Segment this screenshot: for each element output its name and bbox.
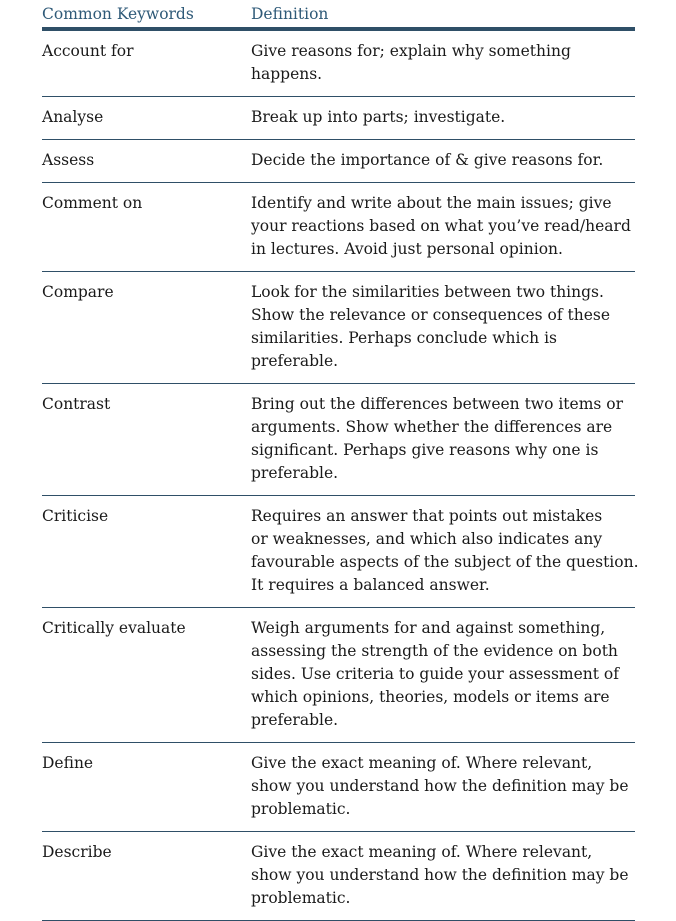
keyword-term: Define	[42, 754, 94, 772]
table-row	[42, 31, 635, 97]
table-row	[42, 183, 635, 272]
definition-line: preferable.	[251, 464, 339, 482]
table-row	[42, 832, 635, 921]
definition-line: which opinions, theories, models or items are	[251, 688, 610, 706]
definition-line: happens.	[251, 65, 323, 83]
definition-line: show you understand how the definition may be	[251, 866, 629, 884]
definition-line: preferable.	[251, 711, 339, 729]
definition-line: sides. Use criteria to guide your assessment of	[251, 665, 620, 683]
definition-line: Give the exact meaning of. Where relevant,	[251, 843, 593, 861]
header-term-label: Common Keywords	[42, 5, 194, 23]
keyword-term: Compare	[42, 283, 114, 301]
table-row	[42, 608, 635, 743]
definition-line: preferable.	[251, 352, 339, 370]
definition-line: Requires an answer that points out mistakes	[251, 507, 603, 525]
keyword-term: Comment on	[42, 194, 143, 212]
definition-line: or weaknesses, and which also indicates any	[251, 530, 603, 548]
definition-line: Break up into parts; investigate.	[251, 108, 506, 126]
definition-line: favourable aspects of the subject of the question.	[251, 553, 639, 571]
header-definition-label: Definition	[251, 5, 329, 23]
table-row	[42, 97, 635, 140]
definition-line: Decide the importance of & give reasons for.	[251, 151, 604, 169]
keyword-definition	[251, 841, 639, 910]
definition-line: Weigh arguments for and against something,	[251, 619, 606, 637]
keyword-definition	[251, 281, 635, 373]
keyword-definition	[251, 106, 635, 129]
keyword-term: Contrast	[42, 395, 111, 413]
table-row	[42, 272, 635, 384]
definition-line: Give the exact meaning of. Where relevant,	[251, 754, 593, 772]
table-row	[42, 140, 635, 183]
keyword-definition	[251, 752, 639, 821]
definition-line: assessing the strength of the evidence on both	[251, 642, 618, 660]
definition-line: your reactions based on what you’ve read/heard	[251, 217, 631, 235]
definition-line: Identify and write about the main issues; give	[251, 194, 612, 212]
keyword-term: Account for	[42, 42, 134, 60]
keyword-definition	[251, 40, 635, 86]
definition-line: Look for the similarities between two things.	[251, 283, 604, 301]
keyword-definition	[251, 149, 635, 172]
keyword-definition	[251, 505, 649, 597]
table-row	[42, 743, 635, 832]
definition-line: in lectures. Avoid just personal opinion.	[251, 240, 563, 258]
definition-line: It requires a balanced answer.	[251, 576, 490, 594]
table-body	[42, 31, 639, 921]
keyword-term: Assess	[42, 151, 95, 169]
definition-line: Give reasons for; explain why something	[251, 42, 571, 60]
definition-line: problematic.	[251, 800, 351, 818]
definition-line: similarities. Perhaps conclude which is	[251, 329, 557, 347]
keyword-definition	[251, 393, 635, 485]
definition-line: Bring out the differences between two items or	[251, 395, 624, 413]
definition-line: Show the relevance or consequences of these	[251, 306, 611, 324]
table-header	[42, 0, 635, 31]
definition-line: problematic.	[251, 889, 351, 907]
table-row	[42, 384, 635, 496]
table-row	[42, 496, 639, 608]
definition-line: significant. Perhaps give reasons why one is	[251, 441, 599, 459]
keyword-definition	[251, 617, 635, 732]
keyword-term: Analyse	[42, 108, 104, 126]
keyword-term: Describe	[42, 843, 112, 861]
definition-line: show you understand how the definition may be	[251, 777, 629, 795]
keyword-term: Criticise	[42, 507, 109, 525]
keywords-table	[42, 0, 639, 921]
definition-line: arguments. Show whether the differences are	[251, 418, 613, 436]
keyword-term: Critically evaluate	[42, 619, 186, 637]
keyword-definition	[251, 192, 641, 261]
